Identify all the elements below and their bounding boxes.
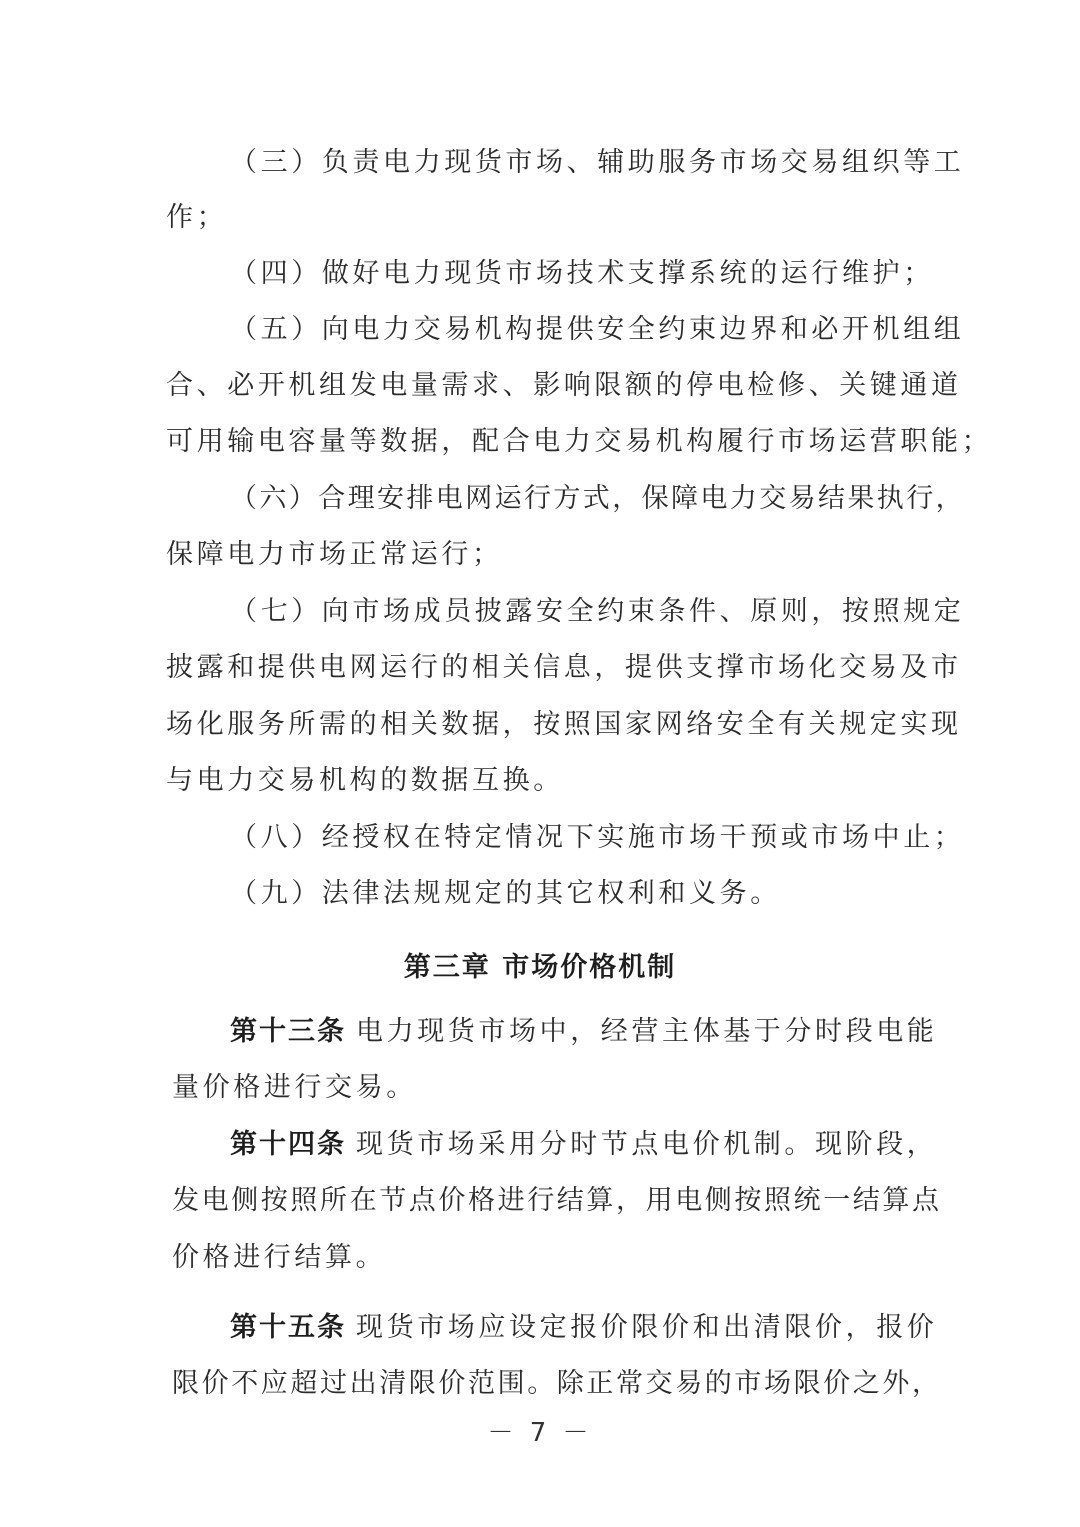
article-14-label: 第十四条 xyxy=(230,1129,346,1160)
item-7-line-1: （七）向市场成员披露安全约束条件、原则，按照规定 xyxy=(230,596,965,627)
item-5-line-2: 合、必开机组发电量需求、影响限额的停电检修、关键通道 xyxy=(166,370,962,401)
chapter-heading: 第三章 市场价格机制 xyxy=(403,952,677,983)
item-4-line-1: （四）做好电力现货市场技术支撑系统的运行维护； xyxy=(230,258,934,289)
article-14-line-2: 发电侧按照所在节点价格进行结算，用电侧按照统一结算点 xyxy=(172,1185,942,1216)
item-8-line-1: （八）经授权在特定情况下实施市场干预或市场中止； xyxy=(230,822,965,853)
item-7-line-3: 场化服务所需的相关数据，按照国家网络安全有关规定实现 xyxy=(166,709,962,740)
item-6-line-2: 保障电力市场正常运行； xyxy=(166,539,503,570)
article-13-label: 第十三条 xyxy=(230,1016,346,1047)
article-14-line-3: 价格进行结算。 xyxy=(172,1242,387,1273)
item-5-line-1: （五）向电力交易机构提供安全约束边界和必开机组组 xyxy=(230,314,965,345)
article-13-line-2: 量价格进行交易。 xyxy=(172,1072,417,1103)
item-7-line-4: 与电力交易机构的数据互换。 xyxy=(166,765,564,796)
article-13-line-1 xyxy=(230,1015,990,1049)
article-15-line-2: 限价不应超过出清限价范围。除正常交易的市场限价之外， xyxy=(172,1368,942,1399)
article-14-text-1: 现货市场采用分时节点电价机制。现阶段， xyxy=(356,1129,938,1160)
article-15-line-1 xyxy=(230,1311,990,1345)
article-14-line-1 xyxy=(230,1128,990,1162)
item-5-line-3: 可用输电容量等数据，配合电力交易机构履行市场运营职能； xyxy=(166,426,993,457)
item-9-line-1: （九）法律法规规定的其它权利和义务。 xyxy=(230,878,781,909)
article-13-text-1: 电力现货市场中，经营主体基于分时段电能 xyxy=(356,1016,938,1047)
article-15-label: 第十五条 xyxy=(230,1312,346,1343)
item-3-line-2: 作； xyxy=(166,202,228,233)
item-6-line-1: （六）合理安排电网运行方式，保障电力交易结果执行， xyxy=(230,483,965,514)
page-number: － 7 － xyxy=(487,1418,593,1448)
item-7-line-2: 披露和提供电网运行的相关信息，提供支撑市场化交易及市 xyxy=(166,652,962,683)
article-15-text-1: 现货市场应设定报价限价和出清限价，报价 xyxy=(356,1312,938,1343)
item-3-line-1: （三）负责电力现货市场、辅助服务市场交易组织等工 xyxy=(230,147,965,178)
